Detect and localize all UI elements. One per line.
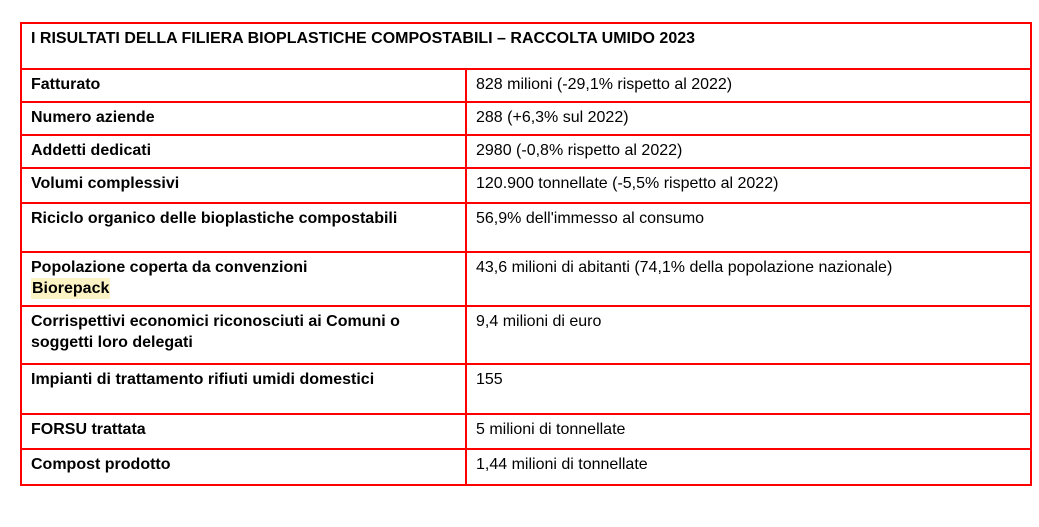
table-row [21,168,1031,203]
table-title: I RISULTATI DELLA FILIERA BIOPLASTICHE COMPOSTABILI – RACCOLTA UMIDO 2023 [21,23,1031,69]
row-label: Compost prodotto [21,449,466,485]
row-value: 5 milioni di tonnellate [466,414,1031,449]
row-label-text: Popolazione coperta da convenzioni [31,259,308,276]
row-value: 288 (+6,3% sul 2022) [466,102,1031,135]
row-label: Addetti dedicati [21,135,466,168]
row-label: Corrispettivi economici riconosciuti ai Comuni o soggetti loro delegati [21,306,466,364]
row-value: 43,6 milioni di abitanti (74,1% della popolazione nazionale) [466,252,1031,306]
row-label [21,252,466,306]
row-value: 1,44 milioni di tonnellate [466,449,1031,485]
table-row [21,252,1031,306]
row-label: Riciclo organico delle bioplastiche compostabili [21,203,466,252]
table-row [21,135,1031,168]
table-row [21,364,1031,414]
row-value: 56,9% dell'immesso al consumo [466,203,1031,252]
row-value: 2980 (-0,8% rispetto al 2022) [466,135,1031,168]
title-row [21,23,1031,69]
row-value: 155 [466,364,1031,414]
table-row [21,102,1031,135]
table-row [21,449,1031,485]
row-value: 9,4 milioni di euro [466,306,1031,364]
row-label: Numero aziende [21,102,466,135]
biorepack-highlight: Biorepack [32,280,110,297]
row-label: FORSU trattata [21,414,466,449]
table-row [21,69,1031,102]
row-value: 120.900 tonnellate (-5,5% rispetto al 2022) [466,168,1031,203]
row-label: Impianti di trattamento rifiuti umidi domestici [21,364,466,414]
row-label: Fatturato [21,69,466,102]
table-row [21,414,1031,449]
row-value: 828 milioni (-29,1% rispetto al 2022) [466,69,1031,102]
table-row [21,203,1031,252]
table-row [21,306,1031,364]
row-label: Volumi complessivi [21,168,466,203]
results-table [20,22,1032,486]
